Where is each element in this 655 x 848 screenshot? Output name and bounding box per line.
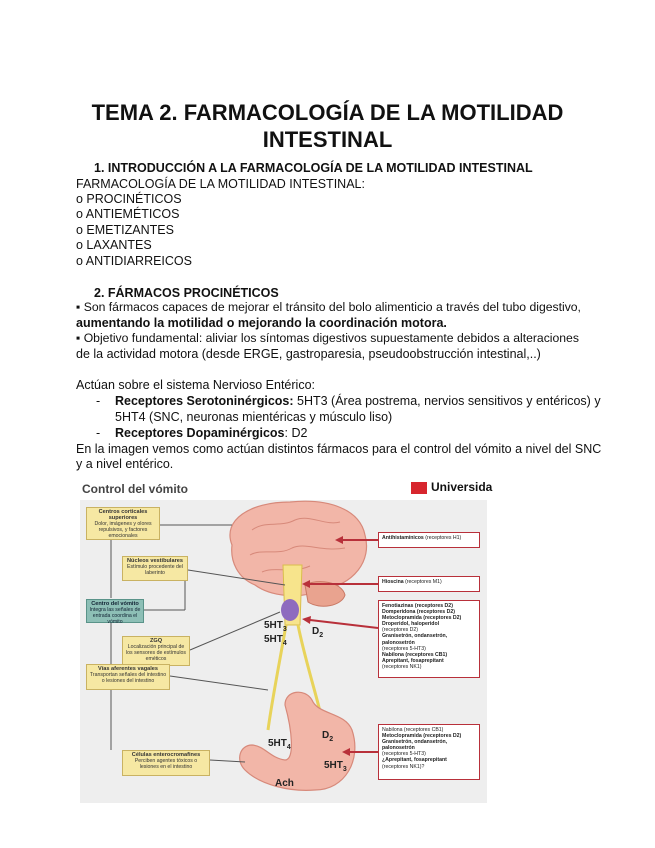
box-title: ZGQ (149, 638, 163, 644)
drug-line: (receptores NK1) (382, 663, 422, 670)
bullet-serotonin-line2: 5HT4 (SNC, neuronas mientéricas y músculo liso) (115, 410, 393, 424)
enteric-drugs-box (378, 724, 480, 780)
antihistamines-box (378, 532, 480, 548)
drug-line: Nabilona (receptores CB1) (382, 651, 448, 658)
drug-line: ¿Aprepitant, fosaprepitant (382, 757, 447, 764)
list-item: o EMETIZANTES (76, 223, 174, 237)
box-text: Localización principal de los sensores de estímulos eméticos (126, 644, 186, 662)
label-sub: 3 (342, 766, 347, 773)
label-text: 5HT (324, 760, 343, 771)
paragraph-line: y a nivel entérico. (76, 457, 174, 471)
label-sub: 4 (286, 744, 291, 751)
box-title: Células enterocromafines (131, 752, 201, 758)
drug-line: (receptores 5-HT3) (382, 645, 426, 652)
drug-name: Antihistamínicos (382, 535, 424, 541)
label-text: 5HT (264, 620, 283, 631)
label-sub: 3 (282, 626, 287, 633)
drug-receptor: (receptores H1) (425, 535, 462, 541)
drug-line: palonosetrón (382, 639, 415, 646)
list-item: o ANTIDIARREICOS (76, 254, 192, 268)
drug-line: Metoclopramida (receptores D2) (382, 733, 462, 740)
box-title: Centro del vómito (91, 601, 139, 607)
drug-receptor: (receptores M1) (405, 579, 442, 585)
cortical-centers-box (86, 507, 160, 540)
bullet-label: Receptores Serotoninérgicos: (115, 394, 294, 408)
ctz-box (122, 636, 190, 666)
box-title: Núcleos vestibulares (127, 558, 183, 564)
section1-heading: 1. INTRODUCCIÓN A LA FARMACOLOGÍA DE LA MOTILIDAD INTESTINAL (94, 161, 533, 175)
section1-intro: FARMACOLOGÍA DE LA MOTILIDAD INTESTINAL: (76, 177, 365, 191)
label-brain-5ht4 (264, 634, 287, 647)
label-gut-5ht4 (268, 738, 291, 751)
box-text: Integra las señales de entrada coordina el vómito (89, 607, 141, 625)
list-item: o ANTIEMÉTICOS (76, 207, 180, 221)
enterochromaffin-box (122, 750, 210, 776)
box-title: Vías aferentes vagales (97, 666, 158, 672)
paragraph-line: ▪ Son fármacos capaces de mejorar el tránsito del bolo alimenticio a través del tubo digestivo, (76, 300, 581, 314)
drug-line: Granisetrón, ondansetrón, (382, 739, 448, 746)
label-sub: 4 (282, 640, 287, 647)
box-text: Dolor, imágenes y olores repulsivos, y factores emocionales (94, 521, 152, 539)
label-text: 5HT (264, 634, 283, 645)
page-title-line1: TEMA 2. FARMACOLOGÍA DE LA MOTILIDAD (91, 100, 564, 125)
box-text: Transportan señales del intestino o lesiones del intestino (89, 672, 167, 684)
drug-line: (receptores NK1)? (382, 763, 425, 770)
drug-line: Droperidol, haloperidol (382, 621, 440, 628)
vomiting-center-box (86, 599, 144, 623)
drug-name: Hioscina (382, 579, 404, 585)
section2-heading: 2. FÁRMACOS PROCINÉTICOS (94, 286, 279, 300)
vagal-afferents-box (86, 664, 170, 690)
label-gut-ach: Ach (275, 778, 294, 789)
label-text: D (312, 626, 320, 637)
drug-line: Fenotiazinas (receptores D2) (382, 603, 453, 609)
bullet-dash: - (96, 394, 101, 408)
figure-title: Control del vómito (82, 482, 188, 496)
bullet-dash: - (96, 426, 101, 440)
label-brain-5ht3 (264, 620, 287, 633)
drug-line: Metoclopramida (receptores D2) (382, 615, 462, 622)
label-sub: 2 (319, 632, 324, 639)
bullet-label: Receptores Dopaminérgicos (115, 426, 285, 440)
label-text: 5HT (268, 738, 287, 749)
paragraph-line: de la actividad motora (desde ERGE, gastroparesia, pseudoobstrucción intestinal,..) (76, 347, 541, 361)
drug-line: (receptores 5-HT3) (382, 751, 426, 758)
label-gut-d2 (322, 730, 333, 743)
paragraph-line: En la imagen vemos como actúan distintos fármacos para el control del vómito a nivel del SNC (76, 442, 602, 456)
university-brand: Universida (431, 480, 493, 494)
list-item: o PROCINÉTICOS (76, 192, 182, 206)
drug-line: palonosetrón (382, 745, 415, 752)
label-sub: 2 (329, 736, 334, 743)
paragraph-bold-line: aumentando la motilidad o mejorando la coordinación motora. (76, 316, 447, 330)
drug-line: (receptores D2) (382, 627, 419, 634)
paragraph-line: ▪ Objetivo fundamental: aliviar los síntomas digestivos supuestamente debidos a alteraciones (76, 331, 579, 345)
drug-line: Granisetrón, ondansetrón, (382, 633, 448, 640)
hyoscine-box (378, 576, 480, 592)
paragraph-line: Actúan sobre el sistema Nervioso Entérico: (76, 378, 315, 392)
box-text: Estímulo procedente del laberinto (127, 564, 183, 576)
box-title: Centros corticales superiores (98, 509, 148, 521)
vestibular-nuclei-box (122, 556, 188, 581)
drug-line: Aprepitant, fosaprepitant (382, 657, 444, 664)
drug-line: Domperidona (receptores D2) (382, 609, 455, 616)
page-title-line2: INTESTINAL (262, 127, 393, 152)
label-brain-d2 (312, 626, 323, 639)
label-gut-5ht3 (324, 760, 347, 773)
central-drugs-box (378, 600, 480, 678)
drug-line: Nabilona (receptores CB1) (382, 727, 444, 733)
bullet-text: 5HT3 (Área postrema, nervios sensitivos y entéricos) y (293, 394, 601, 408)
label-text: D (322, 730, 330, 741)
list-item: o LAXANTES (76, 238, 152, 252)
box-text: Perciben agentes tóxicos o lesiones en el intestino (134, 758, 198, 770)
bullet-text: : D2 (284, 426, 308, 440)
